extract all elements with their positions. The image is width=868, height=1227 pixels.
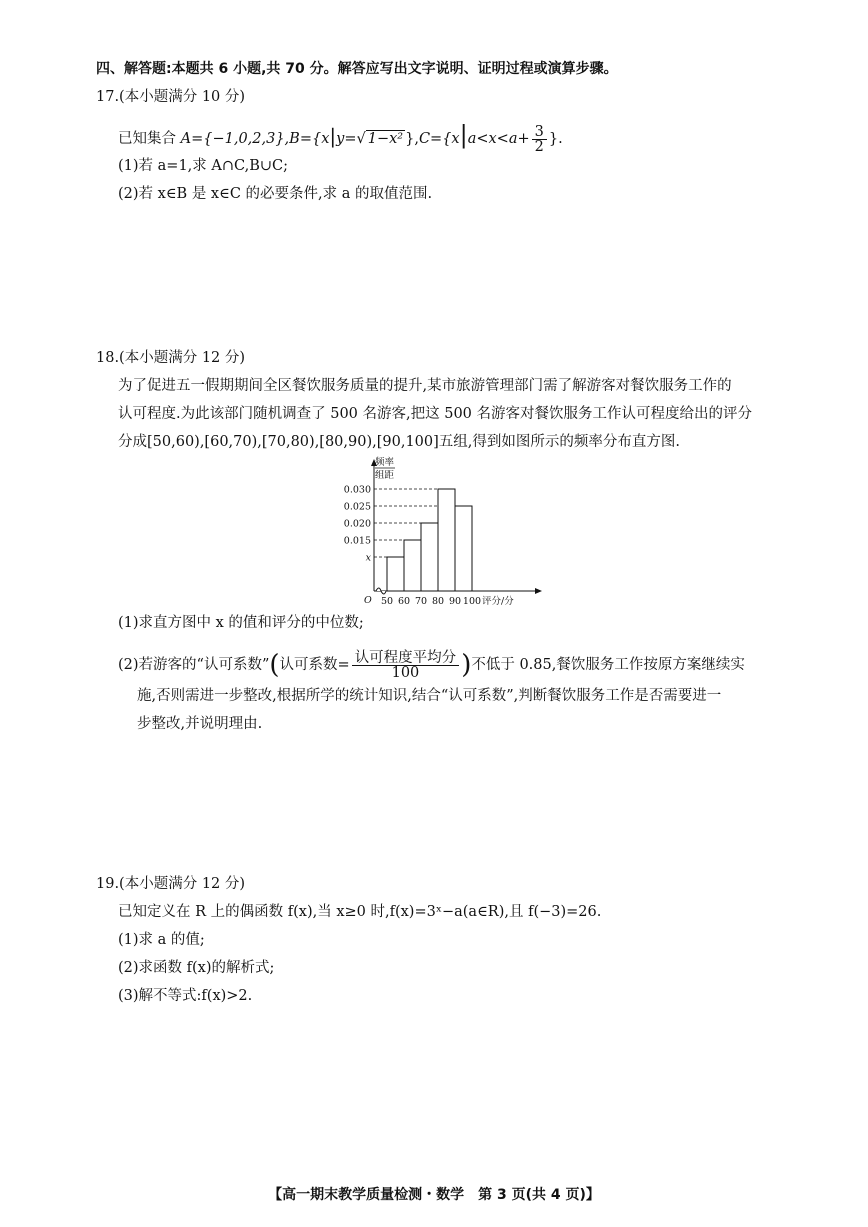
y-tick-label: 0.025 (343, 501, 371, 513)
q17-set-c-prefix: C={x (418, 131, 460, 147)
histogram-bar (455, 506, 472, 591)
x-tick-label: 90 (448, 596, 462, 607)
y-tick-label: x (365, 552, 371, 564)
y-axis-label-den: 组距 (375, 470, 395, 481)
y-tick-label: 0.020 (343, 518, 371, 530)
q18-part1: (1)求直方图中 x 的值和评分的中位数; (118, 615, 364, 631)
q17-set-b-radicand: 1−x² (367, 131, 404, 147)
q18-frac-den: 100 (391, 664, 420, 681)
frequency-histogram (330, 455, 550, 610)
q17-set-b-suffix: }, (405, 131, 419, 147)
q17-stem-prefix: 已知集合 (118, 131, 176, 147)
q17-set-b-prefix: B={x (289, 131, 330, 147)
q17-stem: 已知集合 A={−1,0,2,3},B={x|y=√ 1−x² },C={x|a<x<a+ $\frac{3}{2}$ }. (118, 121, 563, 155)
x-axis-label: 评分/分 (482, 596, 514, 607)
q17-part2: (2)若 x∈B 是 x∈C 的必要条件,求 a 的取值范围. (118, 186, 433, 202)
q17-frac-den: 2 (534, 138, 544, 155)
x-axis-arrow (535, 588, 542, 594)
q18-number: 18.(本小题满分 12 分) (96, 350, 246, 366)
x-tick-label: 60 (397, 596, 411, 607)
q18-part2-inner: 认可系数= (279, 657, 350, 673)
q19-part2: (2)求函数 f(x)的解析式; (118, 960, 275, 976)
q18-part2-suffix: 不低于 0.85,餐饮服务工作按原方案继续实 (471, 657, 745, 673)
q17-set-c-cond: a<x<a+ (467, 131, 530, 147)
q17-frac-num: 3 (532, 125, 547, 140)
q19-part3: (3)解不等式:f(x)>2. (118, 988, 253, 1004)
q18-part2-line3: 步整改,并说明理由. (137, 716, 263, 732)
x-tick-label: 80 (431, 596, 445, 607)
q19-number: 19.(本小题满分 12 分) (96, 876, 246, 892)
q18-frac-num: 认可程度平均分 (352, 651, 460, 666)
q17-part1: (1)若 a=1,求 A∩C,B∪C; (118, 158, 288, 174)
axis-break (376, 588, 386, 594)
page-footer: 【高一期末教学质量检测・数学 第 3 页(共 4 页)】 (268, 1187, 600, 1203)
q17-set-a: A={−1,0,2,3}, (180, 131, 290, 147)
q18-para-line1: 为了促进五一假期期间全区餐饮服务质量的提升,某市旅游管理部门需了解游客对餐饮服务工作的 (118, 378, 732, 394)
x-tick-label: 70 (414, 596, 428, 607)
q18-part2-line2: 施,否则需进一步整改,根据所学的统计知识,结合“认可系数”,判断餐饮服务工作是否需要进一 (137, 688, 722, 704)
y-tick-label: 0.030 (343, 484, 371, 496)
histogram-bar (421, 523, 438, 591)
q17-number: 17.(本小题满分 10 分) (96, 89, 246, 105)
q17-set-c-suffix: }. (548, 131, 563, 147)
q19-part1: (1)求 a 的值; (118, 932, 205, 948)
q18-part2-prefix: (2)若游客的“认可系数” (118, 657, 270, 673)
x-tick-label: 50 (380, 596, 394, 607)
q18-part2: (2)若游客的“认可系数”(认可系数= $\frac{\text{认可程度平均分}}{100}$ )不低于 0.85,餐饮服务工作按原方案继续实 (118, 649, 745, 681)
histogram-bar (438, 489, 455, 591)
y-tick-label: 0.015 (343, 535, 371, 547)
q18-para-line2: 认可程度.为此该部门随机调查了 500 名游客,把这 500 名游客对餐饮服务工作认可程度给出的评分 (118, 406, 753, 422)
q18-fraction (352, 651, 460, 680)
q18-para-line3: 分成[50,60),[60,70),[70,80),[80,90),[90,100]五组,得到如图所示的频率分布直方图. (118, 434, 681, 450)
section-heading: 四、解答题:本题共 6 小题,共 70 分。解答应写出文字说明、证明过程或演算步骤。 (96, 61, 618, 77)
q17-fraction (532, 125, 547, 154)
histogram-bar (387, 557, 404, 591)
histogram-bar (404, 540, 421, 591)
q17-set-b-cond: y= (336, 131, 357, 147)
q19-stem: 已知定义在 R 上的偶函数 f(x),当 x≥0 时,f(x)=3ˣ−a(a∈R),且 f(−3)=26. (118, 904, 602, 920)
y-axis-label-num: 频率 (375, 457, 395, 468)
x-tick-label: 100 (462, 596, 482, 607)
origin-label: O (364, 595, 372, 606)
